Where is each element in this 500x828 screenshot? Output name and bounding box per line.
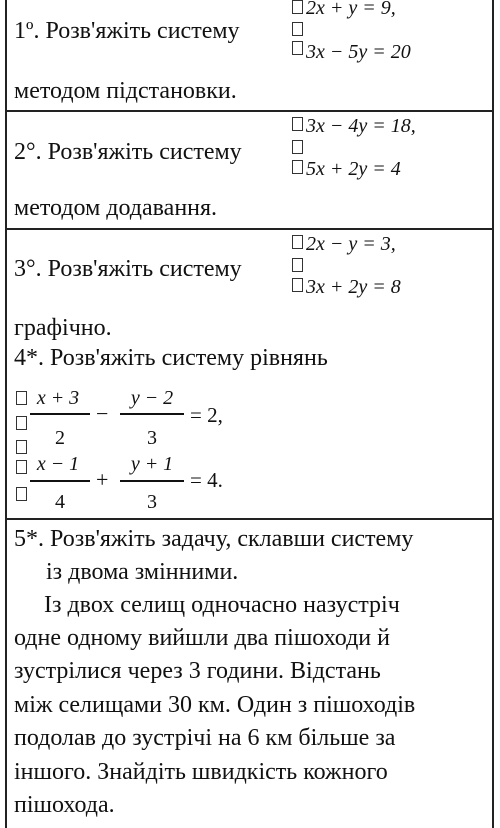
brace-placeholder-icon xyxy=(292,258,303,272)
task5-title: 5*. Розв'яжіть задачу, склавши систему xyxy=(14,526,414,552)
task5-text-line: Із двох селищ одночасно назустріч xyxy=(44,592,400,618)
eq2-operator: + xyxy=(96,467,109,492)
left-border xyxy=(5,0,7,828)
task1-equation-1: 2x + y = 9, xyxy=(306,0,396,19)
eq2-frac2-numerator: y + 1 xyxy=(130,453,174,475)
task2-method: методом додавання. xyxy=(14,195,218,221)
separator xyxy=(6,110,494,112)
task3-method: графічно. xyxy=(14,315,112,341)
separator xyxy=(6,228,494,230)
task2-equation-2: 5x + 2y = 4 xyxy=(306,158,401,180)
brace-placeholder-icon xyxy=(16,416,27,430)
task5-text-line: між селищами 30 км. Один з пішоходів xyxy=(14,692,416,718)
eq2-frac1-numerator: x − 1 xyxy=(36,453,80,475)
task4-label: 4*. Розв'яжіть систему рівнянь xyxy=(14,345,328,371)
brace-placeholder-icon xyxy=(16,487,27,501)
eq2-frac1-denominator: 4 xyxy=(55,491,65,513)
brace-placeholder-icon xyxy=(292,41,303,55)
task5-text-line: іншого. Знайдіть швидкість кожного xyxy=(14,759,388,785)
fraction-bar xyxy=(30,480,90,482)
task5-text-line: зустрілися через 3 години. Відстань xyxy=(14,658,381,684)
brace-placeholder-icon xyxy=(292,140,303,154)
brace-placeholder-icon xyxy=(292,235,303,249)
brace-placeholder-icon xyxy=(292,117,303,131)
eq2-rhs: = 4. xyxy=(190,468,223,492)
task3-equation-1: 2x − y = 3, xyxy=(306,233,396,255)
task3-equation-2: 3x + 2y = 8 xyxy=(306,276,401,298)
fraction-bar xyxy=(30,413,90,415)
brace-placeholder-icon xyxy=(292,160,303,174)
task2-equation-1: 3x − 4y = 18, xyxy=(306,115,416,137)
eq1-frac2-numerator: y − 2 xyxy=(130,387,174,409)
separator xyxy=(6,518,494,520)
eq1-frac1-numerator: x + 3 xyxy=(36,387,80,409)
eq1-frac1-denominator: 2 xyxy=(55,427,65,449)
task1-label: 1º. Розв'яжіть систему xyxy=(14,18,240,44)
task1-equation-2: 3x − 5y = 20 xyxy=(306,41,411,63)
fraction-bar xyxy=(120,413,184,415)
eq1-rhs: = 2, xyxy=(190,403,223,427)
brace-placeholder-icon xyxy=(292,0,303,14)
task5-subtitle: із двома змінними. xyxy=(46,559,239,585)
task5-text-line: одне одному вийшли два пішоходи й xyxy=(14,625,390,651)
fraction-bar xyxy=(120,480,184,482)
eq2-frac2-denominator: 3 xyxy=(147,491,157,513)
brace-placeholder-icon xyxy=(292,22,303,36)
right-border xyxy=(492,0,494,828)
eq1-frac2-denominator: 3 xyxy=(147,427,157,449)
task5-text-line: пішохода. xyxy=(14,792,115,818)
eq1-operator: − xyxy=(96,401,109,426)
task3-label: 3°. Розв'яжіть систему xyxy=(14,256,242,282)
task1-method: методом підстановки. xyxy=(14,78,237,104)
task5-text-line: подолав до зустрічі на 6 км більше за xyxy=(14,725,396,751)
brace-placeholder-icon xyxy=(292,278,303,292)
task2-label: 2°. Розв'яжіть систему xyxy=(14,139,242,165)
